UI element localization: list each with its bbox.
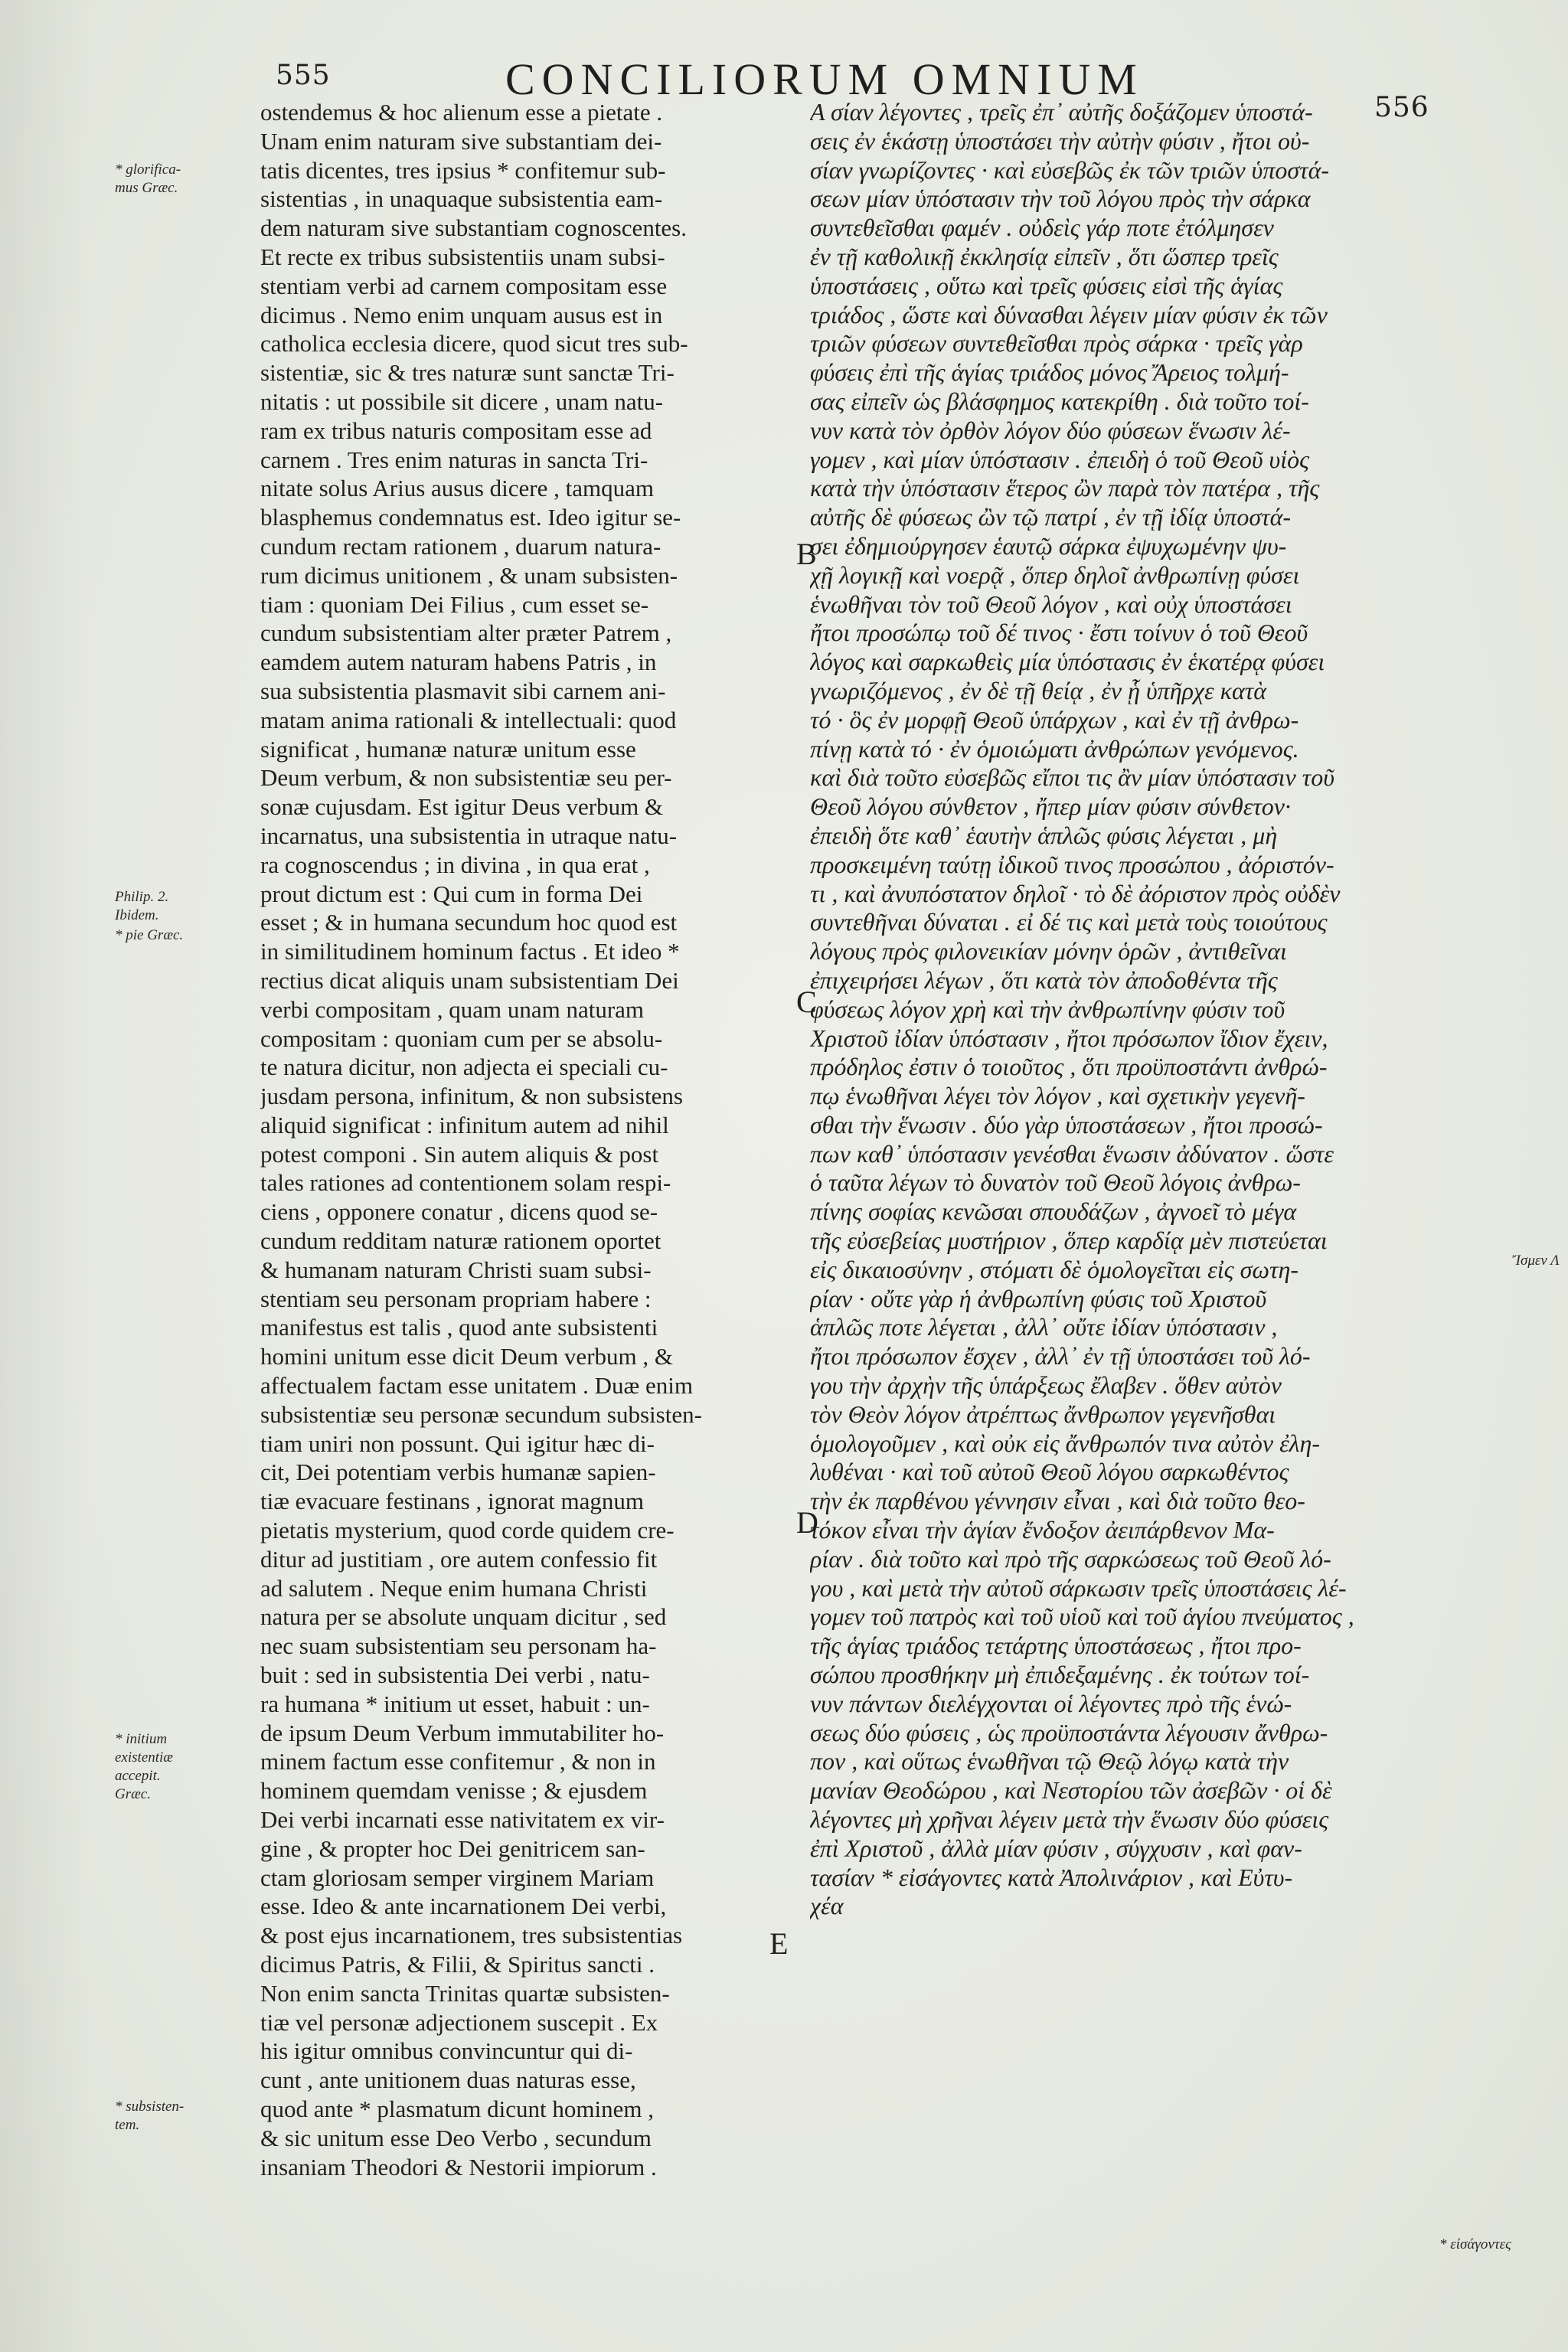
latin-text-line: sistentias , in unaquaque subsistentia eam-	[260, 185, 663, 213]
greek-text-line: πίνῃ κατὰ τό · ἐν ὁμοιώματι ἀνθρώπων γενόμενος.	[810, 734, 1299, 763]
greek-text-line: γνωριζόμενος , ἐν δὲ τῇ θείᾳ , ἐν ᾗ ὑπῆρχε κατὰ	[810, 676, 1267, 704]
latin-column	[260, 98, 808, 2181]
latin-text-line: ostendemus & hoc alienum esse a pietate .	[260, 99, 663, 126]
margin-note-text: * initium existentiæ accepit. Græc.	[115, 1731, 173, 1802]
margin-note-initium	[115, 1730, 230, 1804]
margin-note-text: * subsisten- tem.	[115, 2099, 185, 2133]
latin-text-line: ra humana * initium ut esset, habuit : un-	[260, 1690, 650, 1717]
latin-text-line: quod ante * plasmatum dicunt hominem ,	[260, 2095, 654, 2122]
greek-text-line: ἐπὶ Χριστοῦ , ἀλλὰ μίαν φύσιν , σύγχυσιν , καὶ φαν-	[810, 1834, 1302, 1862]
latin-text-line: Non enim sancta Trinitas quartæ subsisten-	[260, 1979, 670, 2007]
greek-text-line: σεως δύο φύσεις , ὡς προϋποστάντα λέγουσιν ἄνθρω-	[810, 1718, 1328, 1746]
greek-text-line: σει ἐδημιούργησεν ἑαυτῷ σάρκα ἐψυχωμένην ψυ-	[810, 531, 1287, 560]
latin-text-line: stentiam seu personam propriam habere :	[260, 1285, 652, 1312]
margin-note-right-top	[1512, 1252, 1566, 1270]
latin-text-line: carnem . Tres enim naturas in sancta Tri-	[260, 446, 648, 473]
greek-text-line: φύσεως λόγον χρὴ καὶ τὴν ἀνθρωπίνην φύσιν τοῦ	[810, 995, 1285, 1023]
latin-text-line: esset ; & in humana secundum hoc quod est	[260, 909, 678, 936]
latin-text-line: homini unitum esse dicit Deum verbum , &	[260, 1343, 673, 1370]
section-letter-b: B	[796, 537, 817, 571]
page-number-right: 556	[1374, 92, 1429, 123]
margin-note-glorificamus	[115, 161, 230, 198]
greek-text-line: ἤτοι προσώπῳ τοῦ δέ τινος · ἔστι τοίνυν ὁ τοῦ Θεοῦ	[810, 619, 1308, 647]
latin-text-line: nec suam subsistentiam seu personam ha-	[260, 1632, 657, 1660]
latin-text-line: compositam : quoniam cum per se absolu-	[260, 1024, 663, 1052]
greek-text-line: σίαν γνωρίζοντες · καὶ εὐσεβῶς ἐκ τῶν τριῶν ὑποστά-	[810, 155, 1330, 184]
latin-text-line: Deum verbum, & non subsistentiæ seu per-	[260, 764, 672, 792]
greek-text-line: τριάδος , ὥστε καὶ δύνασθαι λέγειν μίαν φύσιν ἐκ τῶν	[810, 300, 1328, 328]
greek-text-line: τῆς ἁγίας τριάδος τετάρτης ὑποστάσεως , ἤτοι προ-	[810, 1632, 1302, 1660]
greek-text-line: σεων μίαν ὑπόστασιν τὴν τοῦ λόγου πρὸς τὴν σάρκα	[810, 185, 1311, 213]
latin-text-line: Unam enim naturam sive substantiam dei-	[260, 127, 662, 155]
latin-text-line: cundum rectam rationem , duarum natura-	[260, 532, 662, 560]
greek-text-line: γομεν , καὶ μίαν ὑπόστασιν . ἐπειδὴ ὁ τοῦ Θεοῦ υἱὸς	[810, 445, 1310, 473]
greek-text-line: λέγοντες μὴ χρῆναι λέγειν μετὰ τὴν ἕνωσιν δύο φύσεις	[810, 1805, 1329, 1834]
latin-text-line: cundum subsistentiam alter præter Patrem ,	[260, 619, 672, 647]
latin-text-line: nitatis : ut possibile sit dicere , unam natu-	[260, 387, 664, 415]
latin-text-line: in similitudinem hominum factus . Et ideo *	[260, 938, 680, 965]
latin-text-line: prout dictum est : Qui cum in forma Dei	[260, 880, 643, 907]
section-letter-c: C	[796, 985, 817, 1019]
latin-text-line: catholica ecclesia dicere, quod sicut tres sub-	[260, 330, 688, 358]
greek-text-line: λόγους πρὸς φιλονεικίαν μόνην ὁρῶν , ἀντιθεῖναι	[810, 937, 1287, 965]
greek-text-line: εἰς δικαιοσύνην , στόματι δὲ ὁμολογεῖται εἰς σωτη-	[810, 1255, 1298, 1283]
greek-text-line: πῳ ἑνωθῆναι λέγει τὸν λόγον , καὶ σχετικὴν γεγενῆ-	[810, 1082, 1305, 1110]
greek-text-line: καὶ διὰ τοῦτο εὐσεβῶς εἴποι τις ἂν μίαν ὑπόστασιν τοῦ	[810, 763, 1334, 792]
margin-note-text: Ἴσμεν Λ	[1512, 1253, 1560, 1269]
margin-note-text: * εἰσάγοντες	[1439, 2236, 1511, 2252]
running-title: CONCILIORUM OMNIUM	[505, 54, 1144, 104]
latin-text-line: Dei verbi incarnati esse nativitatem ex vir-	[260, 1806, 665, 1834]
latin-text-line: tatis dicentes, tres ipsius * confitemur sub-	[260, 156, 666, 184]
latin-text-line: affectualem factam esse unitatem . Duæ enim	[260, 1372, 693, 1400]
greek-text-line: σθαι τὴν ἕνωσιν . δύο γὰρ ὑποστάσεων , ἤτοι προσώ-	[810, 1110, 1323, 1138]
latin-text-line: his igitur omnibus convincuntur qui di-	[260, 2037, 633, 2065]
greek-text-line: κατὰ τὴν ὑπόστασιν ἕτερος ὢν παρὰ τὸν πατέρα , τῆς	[810, 474, 1320, 502]
greek-text-line: ρίαν · οὔτε γὰρ ἡ ἀνθρωπίνη φύσις τοῦ Χριστοῦ	[810, 1284, 1267, 1312]
greek-text-line: σώπου προσθήκην μὴ ἐπιδεξαμένης . ἐκ τούτων τοί-	[810, 1661, 1310, 1689]
greek-text-line: πων καθ᾽ ὑπόστασιν γενέσθαι ἕνωσιν ἀδύνατον . ὥστε	[810, 1139, 1334, 1168]
greek-text-line: συντεθεῖσθαι φαμέν . οὐδεὶς γάρ ποτε ἐτόλμησεν	[810, 214, 1274, 242]
margin-note-right-bottom	[1439, 2236, 1524, 2254]
latin-text-line: natura per se absolute unquam dicitur , sed	[260, 1603, 667, 1631]
latin-text-line: stentiam verbi ad carnem compositam esse	[260, 272, 668, 299]
greek-text-line: πρόδηλος ἐστιν ὁ τοιοῦτος , ὅτι προϋποστάντι ἀνθρώ-	[810, 1053, 1328, 1081]
latin-text-line: gine , & propter hoc Dei genitricem san-	[260, 1834, 645, 1862]
latin-text-line: & sic unitum esse Deo Verbo , secundum	[260, 2124, 652, 2151]
latin-text-line: de ipsum Deum Verbum immutabiliter ho-	[260, 1719, 665, 1746]
greek-text-line: ὑποστάσεις , οὕτω καὶ τρεῖς φύσεις εἰσὶ τῆς ἁγίας	[810, 271, 1283, 299]
greek-text-line: ἑνωθῆναι τὸν τοῦ Θεοῦ λόγον , καὶ οὐχ ὑποστάσει	[810, 590, 1292, 618]
greek-text-line: τῆς εὐσεβείας μυστήριον , ὅπερ καρδίᾳ μὲν πιστεύεται	[810, 1227, 1328, 1255]
latin-text-line: verbi compositam , quam unam naturam	[260, 995, 645, 1023]
greek-text-line: χέα	[810, 1892, 844, 1920]
greek-text-line: πον , καὶ οὕτως ἑνωθῆναι τῷ Θεῷ λόγῳ κατὰ τὴν	[810, 1747, 1289, 1775]
greek-text-line: σας εἰπεῖν ὡς βλάσφημος κατεκρίθη . διὰ τοῦτο τοί-	[810, 387, 1309, 415]
latin-text-line: ad salutem . Neque enim humana Christi	[260, 1574, 648, 1602]
greek-text-line: τόκον εἶναι τὴν ἁγίαν ἔνδοξον ἀειπάρθενον Μα-	[810, 1516, 1275, 1544]
latin-text-line: & humanam naturam Christi suam subsi-	[260, 1256, 652, 1283]
greek-text-line: τι , καὶ ἀνυπόστατον δηλοῖ · τὸ δὲ ἀόριστον πρὸς οὐδὲν	[810, 879, 1341, 907]
greek-text-line: ρίαν . διὰ τοῦτο καὶ πρὸ τῆς σαρκώσεως τοῦ Θεοῦ λό-	[810, 1544, 1331, 1573]
latin-text-line: esse. Ideo & ante incarnationem Dei verbi,	[260, 1893, 667, 1920]
latin-text-line: minem factum esse confitemur , & non in	[260, 1748, 656, 1775]
greek-text-line: γου , καὶ μετὰ τὴν αὐτοῦ σάρκωσιν τρεῖς ὑποστάσεις λέ-	[810, 1573, 1347, 1602]
latin-text-line: potest componi . Sin autem aliquis & post	[260, 1140, 659, 1168]
latin-text-line: tales rationes ad contentionem solam respi-	[260, 1169, 671, 1197]
latin-text-line: rum dicimus unitionem , & unam subsisten-	[260, 561, 678, 589]
greek-text-line: νυν πάντων διελέγχονται οἱ λέγοντες πρὸ τῆς ἑνώ-	[810, 1689, 1292, 1717]
latin-text-line: significat , humanæ naturæ unitum esse	[260, 735, 636, 763]
greek-text-line: φύσεις ἐπὶ τῆς ἁγίας τριάδος μόνος Ἄρειος τολμή-	[810, 358, 1289, 387]
latin-text-line: ctam gloriosam semper virginem Mariam	[260, 1864, 655, 1891]
latin-text-line: tiæ evacuare festinans , ignorat magnum	[260, 1488, 645, 1515]
latin-text-line: aliquid significat : infinitum autem ad nihil	[260, 1111, 669, 1138]
latin-text-line: cundum redditam naturæ rationem oportet	[260, 1227, 662, 1255]
latin-text-line: cit, Dei potentiam verbis humanæ sapien-	[260, 1459, 656, 1486]
greek-text-line: ἐπειδὴ ὅτε καθ᾽ ἑαυτὴν ἁπλῶς φύσις λέγεται , μὴ	[810, 821, 1278, 849]
latin-text-line: hominem quemdam venisse ; & ejusdem	[260, 1777, 648, 1805]
latin-text-line: incarnatus, una subsistentia in utraque natu-	[260, 822, 678, 849]
greek-text-line: προσκειμένη ταύτῃ ἰδικοῦ τινος προσώπου , ἀόριστόν-	[810, 850, 1334, 878]
margin-note-text: * glorifica- mus Græc.	[115, 162, 181, 196]
latin-text-line: sistentiæ, sic & tres naturæ sunt sanctæ Tri-	[260, 359, 675, 387]
latin-text-line: buit : sed in subsistentia Dei verbi , natu-	[260, 1661, 650, 1689]
latin-text-line: ditur ad justitiam , ore autem confessio fit	[260, 1545, 658, 1573]
greek-text-line: μανίαν Θεοδώρου , καὶ Νεστορίου τῶν ἀσεβῶν · οἱ δὲ	[810, 1776, 1332, 1805]
greek-text-line: γομεν τοῦ πατρὸς καὶ τοῦ υἱοῦ καὶ τοῦ ἁγίου πνεύματος ,	[810, 1602, 1354, 1631]
latin-text-line: pietatis mysterium, quod corde quidem cre-	[260, 1517, 675, 1544]
section-letter-d: D	[796, 1505, 818, 1540]
greek-text-line: τὸν Θεὸν λόγον ἀτρέπτως ἄνθρωπον γεγενῆσθαι	[810, 1400, 1276, 1428]
latin-text-line: tiæ vel personæ adjectionem suscepit . Ex	[260, 2008, 658, 2036]
latin-text-line: manifestus est talis , quod ante subsistenti	[260, 1314, 658, 1341]
greek-column	[810, 98, 1415, 1921]
section-letter-e: E	[769, 1926, 789, 1961]
greek-text-line: χῇ λογικῇ καὶ νοερᾷ , ὅπερ δηλοῖ ἀνθρωπίνῃ φύσει	[810, 560, 1300, 589]
latin-text-line: ram ex tribus naturis compositam esse ad	[260, 416, 652, 444]
gutter-shadow	[0, 0, 92, 2352]
greek-text-line: συντεθῆναι δύναται . εἰ δέ τις καὶ μετὰ τοὺς τοιούτους	[810, 908, 1328, 936]
greek-text-line: ὁ ταῦτα λέγων τὸ δυνατὸν τοῦ Θεοῦ λόγοις ἀνθρω-	[810, 1168, 1301, 1197]
greek-text-line: λυθέναι · καὶ τοῦ αὐτοῦ Θεοῦ λόγου σαρκωθέντος	[810, 1458, 1289, 1486]
latin-text-line: subsistentiæ seu personæ secundum subsisten-	[260, 1400, 702, 1428]
greek-text-line: τὴν ἐκ παρθένου γέννησιν εἶναι , καὶ διὰ τοῦτο θεο-	[810, 1487, 1305, 1515]
greek-text-line: ἐν τῇ καθολικῇ ἐκκλησίᾳ εἰπεῖν , ὅτι ὥσπερ τρεῖς	[810, 242, 1279, 270]
margin-note-text: * pie Græc.	[115, 927, 184, 943]
greek-text-line: τό · ὃς ἐν μορφῇ Θεοῦ ὑπάρχων , καὶ ἐν τῇ ἀνθρω-	[810, 705, 1299, 733]
latin-text-line: dicimus . Nemo enim unquam ausus est in	[260, 301, 663, 328]
greek-text-line: τριῶν φύσεων συντεθεῖσθαι πρὸς σάρκα · τρεῖς γὰρ	[810, 329, 1303, 358]
greek-text-line: γου τὴν ἀρχὴν τῆς ὑπάρξεως ἔλαβεν . ὅθεν αὐτὸν	[810, 1371, 1282, 1400]
latin-text-line: dem naturam sive substantiam cognoscentes.	[260, 214, 688, 242]
latin-text-line: te natura dicitur, non adjecta ei speciali cu-	[260, 1054, 668, 1081]
greek-text-line: Χριστοῦ ἰδίαν ὑπόστασιν , ἤτοι πρόσωπον ἴδιον ἔχειν,	[810, 1024, 1328, 1052]
latin-text-line: ra cognoscendus ; in divina , in qua erat ,	[260, 851, 650, 878]
latin-text-line: cunt , ante unitionem duas naturas esse,	[260, 2066, 636, 2094]
margin-note-philipp	[115, 888, 230, 925]
latin-text-line: ciens , opponere conatur , dicens quod se-	[260, 1198, 658, 1226]
greek-text-line: σεις ἐν ἑκάστῃ ὑποστάσει τὴν αὐτὴν φύσιν , ἤτοι οὐ-	[810, 126, 1310, 155]
latin-text-line: rectius dicat aliquis unam subsistentiam Dei	[260, 966, 679, 994]
latin-text-line: tiam : quoniam Dei Filius , cum esset se-	[260, 590, 649, 618]
greek-text-line: ἁπλῶς ποτε λέγεται , ἀλλ᾽ οὔτε ἰδίαν ὑπόστασιν ,	[810, 1313, 1278, 1341]
margin-note-text: Philip. 2. Ibidem.	[115, 889, 169, 923]
page-number-left: 555	[276, 60, 331, 91]
greek-text-line: ἤτοι πρόσωπον ἔσχεν , ἀλλ᾽ ἐν τῇ ὑποστάσει τοῦ λό-	[810, 1342, 1311, 1370]
latin-text-line: jusdam persona, infinitum, & non subsistens	[260, 1083, 683, 1110]
margin-note-subsistentem	[115, 2098, 230, 2135]
greek-text-line: νυν κατὰ τὸν ὀρθὸν λόγον δύο φύσεων ἕνωσιν λέ-	[810, 416, 1291, 444]
latin-text-line: & post ejus incarnationem, tres subsistentias	[260, 1922, 683, 1949]
greek-text-line: Θεοῦ λόγου σύνθετον , ἤπερ μίαν φύσιν σύνθετον·	[810, 792, 1291, 821]
greek-text-line: Α σίαν λέγοντες , τρεῖς ἐπ᾽ αὐτῆς δοξάζομεν ὑποστά-	[810, 98, 1313, 126]
latin-text-line: dicimus Patris, & Filii, & Spiritus sancti .	[260, 1951, 655, 1978]
greek-text-line: τασίαν * εἰσάγοντες κατὰ Ἀπολινάριον , καὶ Εὐτυ-	[810, 1863, 1293, 1891]
latin-text-line: sonæ cujusdam. Est igitur Deus verbum &	[260, 793, 664, 821]
greek-text-line: αὐτῆς δὲ φύσεως ὢν τῷ πατρί , ἐν τῇ ἰδίᾳ ὑποστά-	[810, 503, 1292, 531]
latin-text-line: Et recte ex tribus subsistentiis unam subsi-	[260, 243, 665, 270]
margin-note-pie	[115, 926, 230, 945]
latin-text-line: matam anima rationali & intellectuali: quod	[260, 706, 677, 733]
latin-text-line: insaniam Theodori & Nestorii impiorum .	[260, 2153, 657, 2180]
latin-text-line: blasphemus condemnatus est. Ideo igitur se-	[260, 504, 681, 531]
latin-text-line: sua subsistentia plasmavit sibi carnem ani-	[260, 677, 666, 704]
greek-text-line: λόγος καὶ σαρκωθεὶς μία ὑπόστασις ἐν ἑκατέρᾳ φύσει	[810, 648, 1325, 676]
greek-text-line: ὁμολογοῦμεν , καὶ οὐκ εἰς ἄνθρωπόν τινα αὐτὸν ἐλη-	[810, 1429, 1321, 1457]
greek-text-line: ἐπιχειρήσει λέγων , ὅτι κατὰ τὸν ἀποδοθέντα τῆς	[810, 965, 1278, 994]
latin-text-line: eamdem autem naturam habens Patris , in	[260, 648, 657, 676]
latin-text-line: nitate solus Arius ausus dicere , tamquam	[260, 475, 654, 502]
latin-text-line: tiam uniri non possunt. Qui igitur hæc di-	[260, 1429, 655, 1457]
greek-text-line: πίνης σοφίας κενῶσαι σπουδάζων , ἀγνοεῖ τὸ μέγα	[810, 1197, 1297, 1226]
